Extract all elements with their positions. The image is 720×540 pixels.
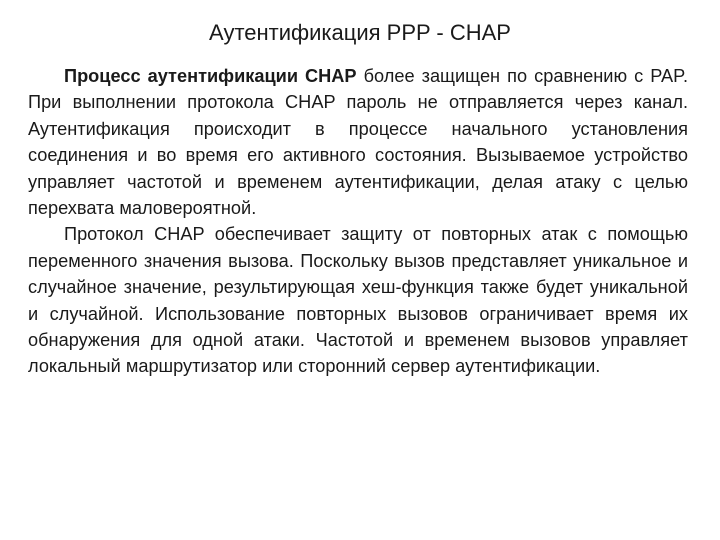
paragraph-chap-process: [28, 63, 688, 221]
slide-title: Аутентификация PPP - CHAP: [209, 20, 511, 45]
slide-body: [28, 63, 688, 380]
paragraph-bold-lead: Процесс аутентификации CHAP: [64, 66, 357, 86]
paragraph-text: более защищен по сравнению с PAP. При выполнении протокола CHAP пароль не отправляется через канал. Аутентификация происходит в процессе начального установления соединения и во время его активного состояния. Вызываемое устройство управляет частотой и временем аутентификации, делая атаку с целью перехвата маловероятной.: [28, 66, 688, 219]
paragraph-chap-protocol: Протокол CHAP обеспечивает защиту от повторных атак с помощью переменного значения вызова. Поскольку вызов представляет уникальное и случайное значение, результирующая хеш-функция также будет уникальной и случайной. Использование повторных вызовов ограничивает время их обнаружения для одной атаки. Частотой и временем вызовов управляет локальный маршрутизатор или сторонний сервер аутентификации.: [28, 224, 688, 377]
